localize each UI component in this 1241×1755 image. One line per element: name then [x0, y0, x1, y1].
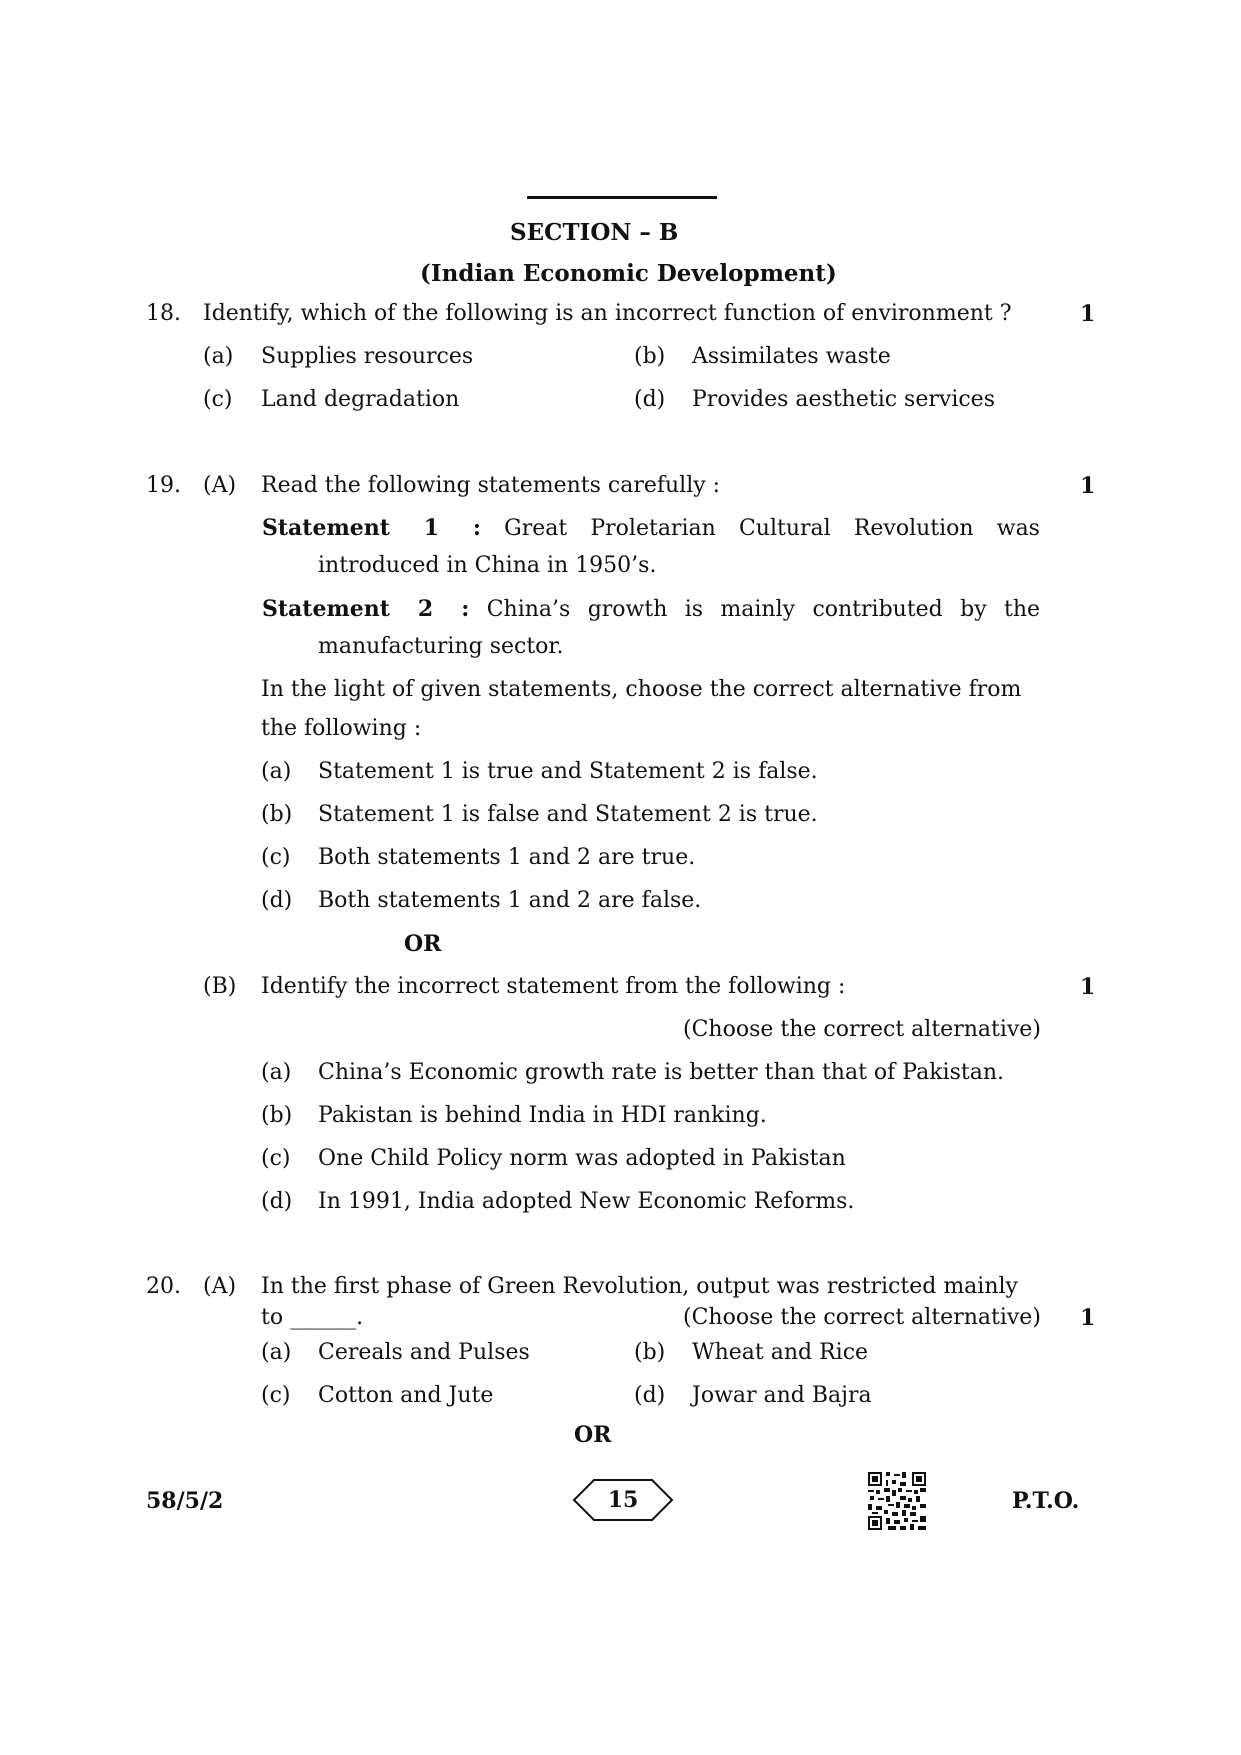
statement-1-word: Cultural	[738, 516, 831, 541]
q18-option-c-label: (c)	[203, 387, 233, 412]
statement-1-line	[262, 517, 1040, 540]
page-number-badge	[572, 1478, 674, 1522]
q19B-option-c-label: (c)	[261, 1146, 291, 1171]
q20-option-a: Cereals and Pulses	[318, 1340, 530, 1365]
q20-option-b: Wheat and Rice	[692, 1340, 869, 1365]
paper-code: 58/5/2	[146, 1488, 224, 1514]
section-title: SECTION – B	[510, 219, 679, 246]
q19B-option-a: China’s Economic growth rate is better than that of Pakistan.	[318, 1060, 1004, 1085]
statement-1-word: was	[996, 516, 1040, 541]
statement-2-word: growth	[587, 597, 668, 622]
statement-1-word: Proletarian	[590, 516, 716, 541]
q20-option-d-label: (d)	[634, 1383, 666, 1408]
q19A-option-a-label: (a)	[261, 759, 292, 784]
q19-instruction-line2: the following :	[261, 716, 422, 741]
statement-2-head: Statement 2 :	[262, 596, 470, 622]
statement-1-head: Statement 1 :	[262, 515, 481, 541]
q20-partA-note: (Choose the correct alternative)	[683, 1305, 1041, 1330]
q19-partB-text: Identify the incorrect statement from the following :	[261, 974, 846, 999]
q19A-option-c-label: (c)	[261, 845, 291, 870]
q19B-option-a-label: (a)	[261, 1060, 292, 1085]
q19B-option-d: In 1991, India adopted New Economic Reforms.	[318, 1189, 855, 1214]
q18-option-d-label: (d)	[634, 387, 666, 412]
q20-option-a-label: (a)	[261, 1340, 292, 1365]
statement-2-word: mainly	[720, 597, 796, 622]
top-rule	[527, 196, 717, 199]
q19B-option-b: Pakistan is behind India in HDI ranking.	[318, 1103, 767, 1128]
q19-partA-text: Read the following statements carefully :	[261, 473, 721, 498]
statement-2-word: is	[684, 597, 704, 622]
qr-code-icon	[868, 1472, 926, 1530]
q19-number: 19.	[146, 473, 181, 498]
q19A-option-b: Statement 1 is false and Statement 2 is true.	[318, 802, 818, 827]
q19A-option-c: Both statements 1 and 2 are true.	[318, 845, 696, 870]
section-subtitle: (Indian Economic Development)	[420, 260, 837, 287]
q20-number: 20.	[146, 1274, 181, 1299]
q20-option-d: Jowar and Bajra	[692, 1383, 872, 1408]
statement-1-word: Revolution	[853, 516, 974, 541]
q19B-option-b-label: (b)	[261, 1103, 293, 1128]
q18-number: 18.	[146, 301, 181, 326]
q19B-option-c: One Child Policy norm was adopted in Pakistan	[318, 1146, 846, 1171]
statement-1-continuation: introduced in China in 1950’s.	[318, 553, 657, 578]
statement-2-continuation: manufacturing sector.	[318, 634, 564, 659]
statement-2-word: by	[960, 597, 987, 622]
q20-partA-label: (A)	[203, 1274, 237, 1299]
q20-partA-marks: 1	[1080, 1305, 1096, 1331]
q19A-option-d-label: (d)	[261, 888, 293, 913]
pto-label: P.T.O.	[1012, 1488, 1080, 1514]
q18-option-a: Supplies resources	[261, 344, 474, 369]
statement-2-line	[262, 598, 1040, 621]
q18-option-b-label: (b)	[634, 344, 666, 369]
q20-option-c-label: (c)	[261, 1383, 291, 1408]
q20-option-b-label: (b)	[634, 1340, 666, 1365]
statement-1-word: Great	[504, 516, 568, 541]
q19-partB-note: (Choose the correct alternative)	[683, 1017, 1041, 1042]
q19A-option-d: Both statements 1 and 2 are false.	[318, 888, 702, 913]
q18-option-c: Land degradation	[261, 387, 460, 412]
q20-partA-text-line1: In the first phase of Green Revolution, output was restricted mainly	[261, 1274, 1018, 1299]
q18-marks: 1	[1080, 301, 1096, 327]
q20-partA-text-line2: to ______.	[261, 1305, 364, 1330]
statement-2-word: contributed	[812, 597, 943, 622]
q19B-option-d-label: (d)	[261, 1189, 293, 1214]
q19-or: OR	[404, 931, 442, 957]
q18-option-d: Provides aesthetic services	[692, 387, 995, 412]
q19-partA-marks: 1	[1080, 473, 1096, 499]
q18-text: Identify, which of the following is an incorrect function of environment ?	[203, 301, 1012, 326]
q18-option-b: Assimilates waste	[692, 344, 891, 369]
q19A-option-b-label: (b)	[261, 802, 293, 827]
statement-2-word: China’s	[486, 597, 571, 622]
q19-instruction-line1: In the light of given statements, choose the correct alternative from	[261, 677, 1022, 702]
q19A-option-a: Statement 1 is true and Statement 2 is false.	[318, 759, 818, 784]
q19-partB-label: (B)	[203, 974, 237, 999]
statement-2-word: the	[1004, 597, 1041, 622]
q20-option-c: Cotton and Jute	[318, 1383, 494, 1408]
q18-option-a-label: (a)	[203, 344, 234, 369]
q19-partB-marks: 1	[1080, 974, 1096, 1000]
page-number: 15	[607, 1487, 639, 1513]
q19-partA-label: (A)	[203, 473, 237, 498]
q20-or: OR	[574, 1422, 612, 1448]
